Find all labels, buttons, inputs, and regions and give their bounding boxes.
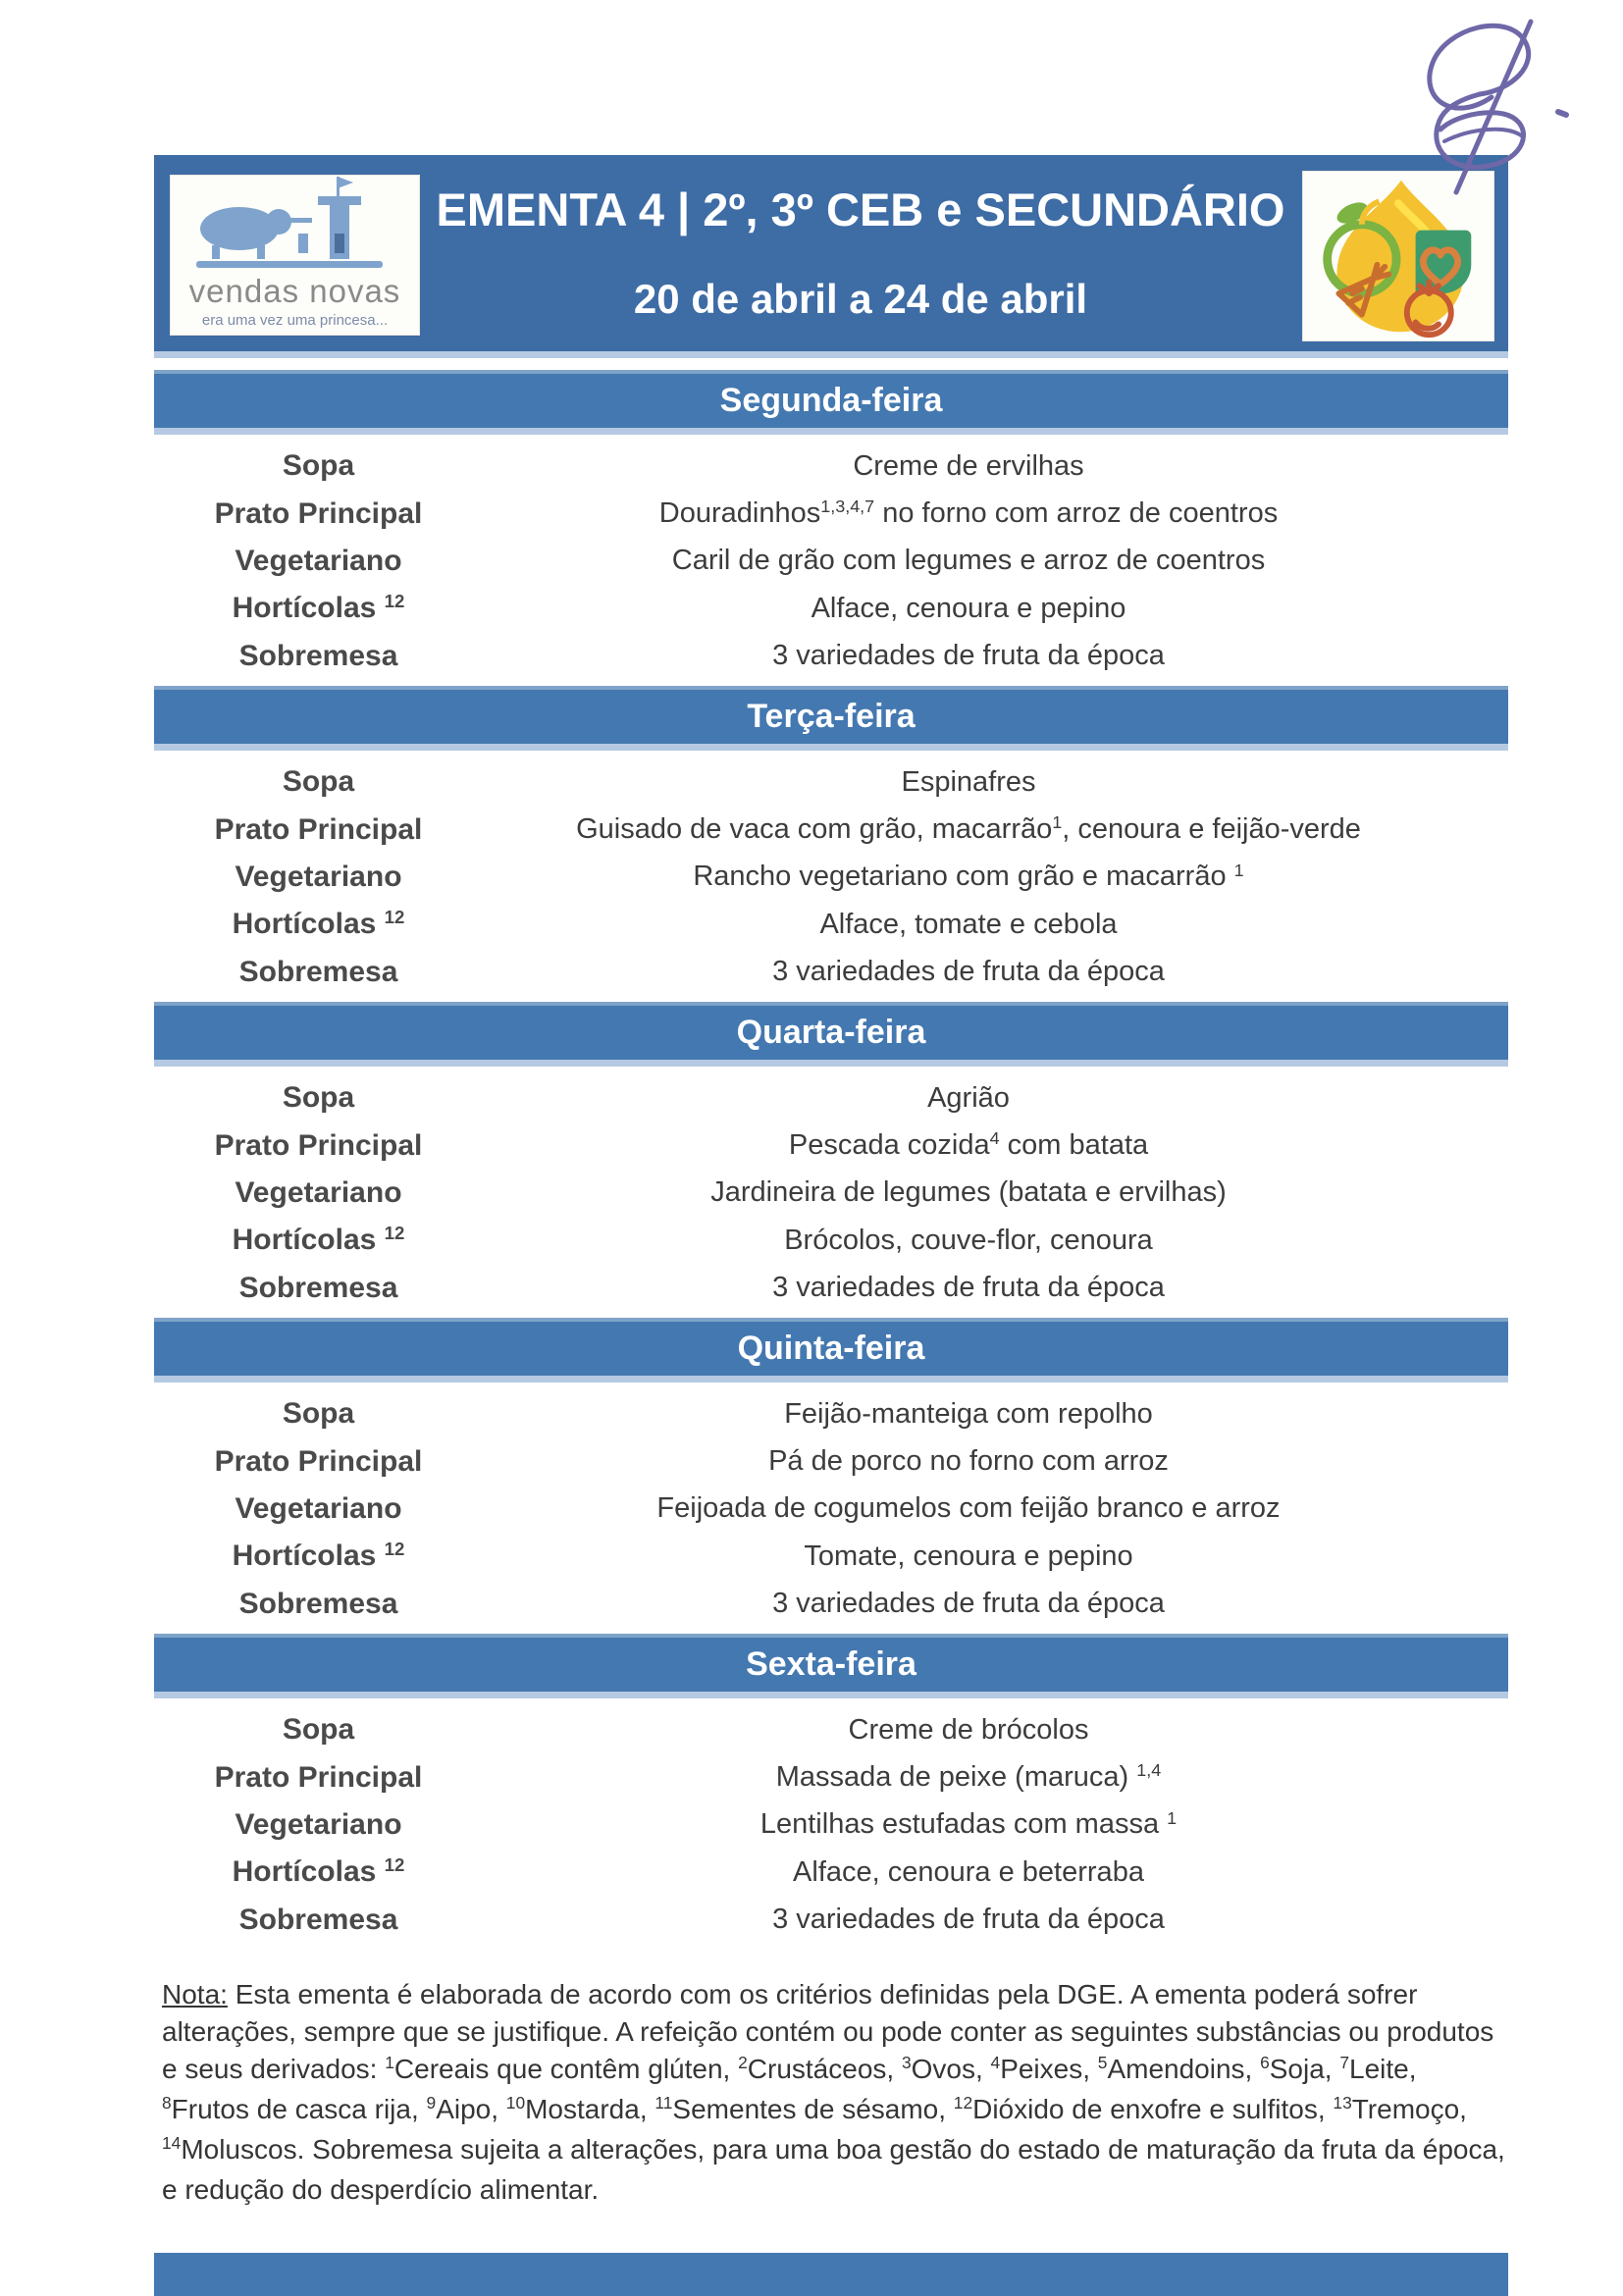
menu-row <box>154 956 1508 989</box>
allergen-superscript: 1,4 <box>1136 1760 1162 1781</box>
row-value: Alface, cenoura e beterraba <box>793 1855 1144 1888</box>
allergen-superscript: 4 <box>990 2053 1001 2073</box>
day-title: Quarta-feira <box>736 1014 926 1051</box>
menu-row <box>154 1904 1508 1937</box>
row-label: Vegetariano <box>235 1807 402 1841</box>
date-range: 20 de abril a 24 de abril <box>633 276 1088 322</box>
allergen-superscript: 1 <box>1167 1807 1178 1828</box>
day-rows <box>154 751 1508 1002</box>
menu-row <box>154 1129 1508 1163</box>
row-value: Guisado de vaca com grão, macarrão$^1$, cenoura e feijão-verde <box>576 812 1361 846</box>
row-label: Prato Principal <box>214 1760 423 1794</box>
row-label: Vegetariano <box>235 860 402 893</box>
row-value: Creme de brócolos <box>848 1713 1089 1746</box>
allergen-superscript: 11 <box>654 2093 673 2113</box>
row-label: Sobremesa <box>238 955 398 988</box>
day-header-bar <box>154 686 1508 751</box>
signature-scribble-icon <box>1382 4 1597 195</box>
allergen-superscript: 13 <box>1333 2093 1352 2113</box>
allergen-superscript: 1 <box>1233 860 1244 880</box>
day-rows <box>154 1067 1508 1318</box>
allergen-superscript: 12 <box>384 1223 405 1244</box>
healthy-food-icon <box>1302 171 1494 341</box>
menu-row <box>154 497 1508 531</box>
row-label: Sopa <box>282 1081 355 1115</box>
menu-row <box>154 1713 1508 1747</box>
row-value: 3 variedades de fruta da época <box>772 1588 1165 1620</box>
menu-row <box>154 1272 1508 1305</box>
row-label: Sobremesa <box>238 1271 398 1304</box>
row-label: Hortícolas $^{12}$ <box>232 591 405 625</box>
day-section <box>154 370 1508 686</box>
row-label: Sopa <box>282 1713 355 1747</box>
menu-row <box>154 545 1508 578</box>
menu-row <box>154 1761 1508 1795</box>
row-label: Sobremesa <box>238 1903 398 1936</box>
menu-row <box>154 813 1508 847</box>
row-label: Sopa <box>282 765 355 799</box>
menu-row <box>154 861 1508 894</box>
row-value: Rancho vegetariano com grão e macarrão $^1$ <box>693 860 1244 893</box>
allergen-superscript: 2 <box>738 2053 748 2073</box>
menu-row <box>154 640 1508 673</box>
day-title: Terça-feira <box>747 698 916 735</box>
row-label: Prato Principal <box>214 1128 423 1162</box>
menu-row <box>154 1855 1508 1889</box>
allergen-superscript: 12 <box>384 1539 405 1560</box>
menu-row <box>154 1492 1508 1526</box>
row-value: Alface, tomate e cebola <box>819 908 1118 940</box>
menu-row <box>154 1224 1508 1257</box>
allergen-superscript: 7 <box>1339 2053 1350 2073</box>
allergen-superscript: 1 <box>1052 812 1063 833</box>
allergen-superscript: 12 <box>384 591 405 612</box>
row-value: Feijão-manteiga com repolho <box>784 1397 1153 1430</box>
day-title: Sexta-feira <box>746 1645 916 1683</box>
allergen-superscript: 5 <box>1097 2053 1108 2073</box>
row-value: 3 variedades de fruta da época <box>772 1272 1165 1304</box>
row-label: Vegetariano <box>235 1175 402 1209</box>
row-value: Espinafres <box>901 765 1036 798</box>
day-rows <box>154 435 1508 686</box>
food-logo <box>1302 171 1494 341</box>
row-value: Feijoada de cogumelos com feijão branco e arroz <box>656 1492 1281 1525</box>
row-label: Hortícolas $^{12}$ <box>232 1854 405 1889</box>
row-label: Hortícolas $^{12}$ <box>232 1223 405 1257</box>
menu-row <box>154 449 1508 483</box>
day-rows <box>154 1383 1508 1634</box>
allergen-superscript: 12 <box>953 2093 973 2113</box>
row-value: Caril de grão com legumes e arroz de coentros <box>671 545 1266 577</box>
row-label: Prato Principal <box>214 812 423 846</box>
nota-text: Nota: Esta ementa é elaborada de acordo com os critérios definidas pela DGE. A ementa poderá sofrer alterações, sempre que se justifique. A refeição contém ou pode conter as seguintes substâncias ou produtos e seus derivados: $^1$Cereais que contêm glúten, $^2$Crustáceos, $^3$Ovos, $^4$Peixes, $^5$Amendoins, $^6$Soja, $^7$Leite, $^8$Frutos de casca rija, $^9$Aipo, $^{10}$Mostarda, $^{11}$Sementes de sésamo, $^{12}$Dióxido de enxofre e sulfitos, $^{13}$Tremoço, $^{14}$Moluscos. Sobremesa sujeita a alterações, para uma boa gestão do estado de maturação da fruta da época, e redução do desperdício alimentar. <box>162 1979 1505 2205</box>
page-title: EMENTA 4 | 2º, 3º CEB e SECUNDÁRIO <box>436 183 1285 235</box>
bull-and-tower-icon <box>183 175 408 271</box>
row-label: Vegetariano <box>235 1491 402 1525</box>
row-value: Pescada cozida$^4$ com batata <box>788 1128 1149 1162</box>
day-header-bar <box>154 1634 1508 1698</box>
menu-row <box>154 1176 1508 1210</box>
day-section <box>154 1634 1508 1950</box>
menu-row <box>154 765 1508 799</box>
day-header-bar <box>154 1318 1508 1383</box>
menu-row <box>154 908 1508 941</box>
row-label: Sobremesa <box>238 1587 398 1620</box>
day-title: Segunda-feira <box>719 382 943 419</box>
day-header-bar <box>154 370 1508 435</box>
day-title: Quinta-feira <box>737 1330 925 1367</box>
menu-row <box>154 1588 1508 1621</box>
row-value: Alface, cenoura e pepino <box>811 592 1126 624</box>
row-value: Brócolos, couve-flor, cenoura <box>784 1224 1153 1256</box>
row-label: Hortícolas $^{12}$ <box>232 1539 405 1573</box>
day-rows <box>154 1698 1508 1950</box>
menu-row <box>154 592 1508 625</box>
allergen-superscript: 1 <box>385 2053 394 2073</box>
row-label: Prato Principal <box>214 496 423 530</box>
day-section <box>154 686 1508 1002</box>
municipality-logo <box>170 175 420 336</box>
menu-row <box>154 1808 1508 1842</box>
row-value: Jardineira de legumes (batata e ervilhas) <box>710 1176 1227 1209</box>
header-banner <box>154 155 1508 358</box>
footer-bar <box>154 2253 1508 2296</box>
allergen-superscript: 8 <box>162 2093 172 2113</box>
row-value: Agrião <box>927 1081 1010 1114</box>
allergen-superscript: 10 <box>505 2093 526 2113</box>
row-value: Douradinhos$^{1,3,4,7}$ no forno com arroz de coentros <box>658 496 1279 530</box>
banner-titles <box>436 155 1285 351</box>
row-label: Vegetariano <box>235 544 402 577</box>
day-section <box>154 1002 1508 1318</box>
row-value: 3 variedades de fruta da época <box>772 1904 1165 1936</box>
row-label: Sobremesa <box>238 639 398 672</box>
row-label: Prato Principal <box>214 1444 423 1478</box>
row-label: Hortícolas $^{12}$ <box>232 907 405 941</box>
menu-row <box>154 1081 1508 1115</box>
allergen-superscript: 12 <box>384 907 405 928</box>
allergen-superscript: 4 <box>989 1128 1000 1149</box>
row-value: Pá de porco no forno com arroz <box>768 1445 1169 1478</box>
row-value: 3 variedades de fruta da época <box>772 956 1165 988</box>
allergen-superscript: 12 <box>384 1854 405 1876</box>
municipality-tagline: era uma vez uma princesa... <box>201 312 389 329</box>
municipality-name: vendas novas <box>188 273 401 309</box>
row-label: Sopa <box>282 1397 355 1431</box>
row-value: 3 variedades de fruta da época <box>772 640 1165 672</box>
allergen-superscript: 3 <box>901 2053 912 2073</box>
day-section <box>154 1318 1508 1634</box>
allergen-superscript: 14 <box>162 2133 182 2154</box>
row-label: Sopa <box>282 449 355 483</box>
menu-row <box>154 1539 1508 1573</box>
allergen-superscript: 9 <box>426 2093 437 2113</box>
row-value: Tomate, cenoura e pepino <box>804 1539 1133 1572</box>
row-value: Lentilhas estufadas com massa $^1$ <box>759 1807 1178 1841</box>
menu-row <box>154 1445 1508 1479</box>
row-value: Creme de ervilhas <box>853 449 1084 482</box>
row-value: Massada de peixe (maruca) $^{1,4}$ <box>775 1760 1162 1794</box>
allergen-superscript: 6 <box>1260 2053 1270 2073</box>
menu-row <box>154 1397 1508 1431</box>
allergen-superscript: 1,3,4,7 <box>820 496 875 517</box>
day-header-bar <box>154 1002 1508 1067</box>
menu-days <box>154 370 1508 1950</box>
